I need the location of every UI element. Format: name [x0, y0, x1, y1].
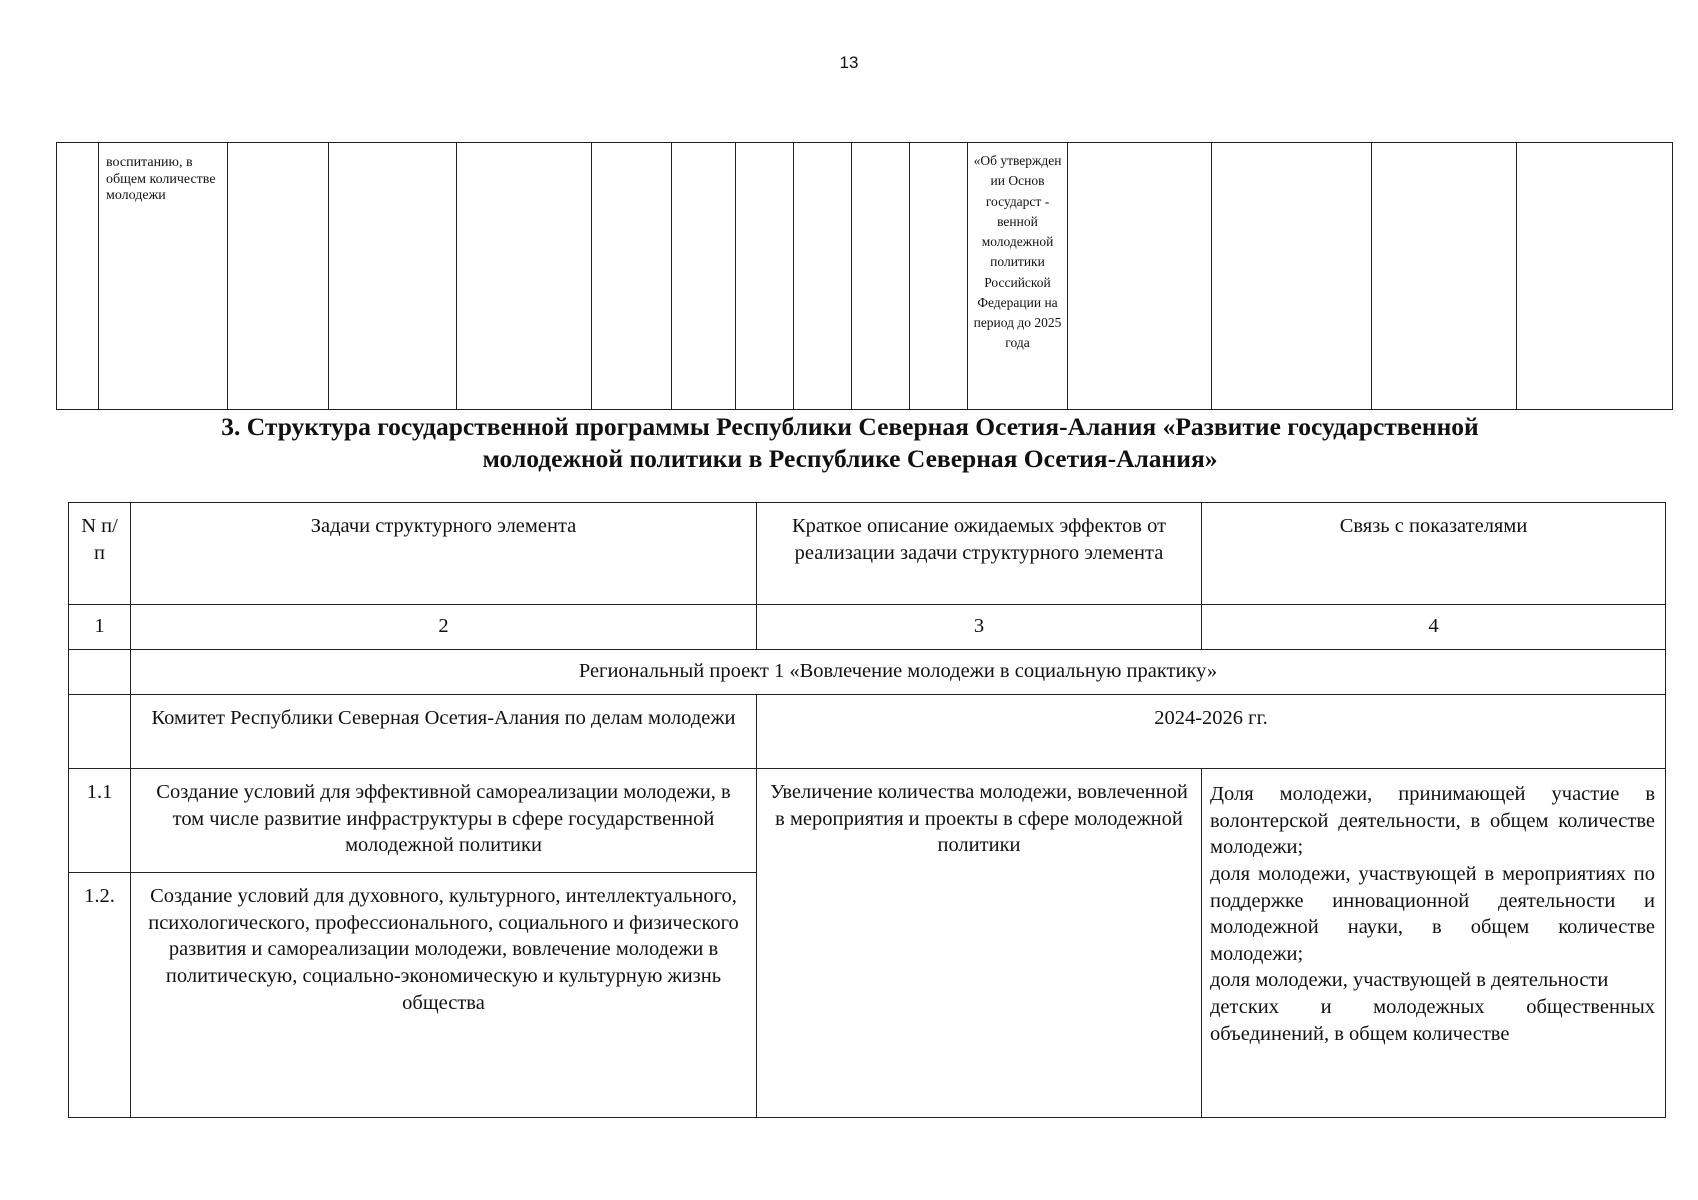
empty-cell — [736, 143, 794, 410]
header-tasks: Задачи структурного элемента — [131, 503, 757, 605]
column-number: 2 — [131, 605, 757, 650]
empty-cell — [1517, 143, 1673, 410]
empty-cell — [852, 143, 910, 410]
empty-cell — [1068, 143, 1212, 410]
project-title: Региональный проект 1 «Вовлечение молодежи в социальную практику» — [131, 650, 1666, 695]
continuation-table — [56, 142, 1673, 410]
column-number: 1 — [69, 605, 131, 650]
row-number: 1.1 — [69, 769, 131, 873]
empty-cell — [910, 143, 968, 410]
task-text: Создание условий для духовного, культурного, интеллектуального, психологического, профессионального, социального и физического развития и самореализации молодежи, вовлечение молодежи в политическую, социально-экономическую и культурную жизнь общества — [131, 873, 757, 1118]
heading-line-1: 3. Структура государственной программы Республики Северная Осетия-Алания «Развитие государственной — [221, 412, 1479, 441]
indicators-cell — [1202, 769, 1666, 1118]
page-number: 13 — [839, 53, 859, 72]
empty-cell — [457, 143, 592, 410]
empty-cell — [1212, 143, 1372, 410]
empty-cell — [228, 143, 329, 410]
empty-cell — [794, 143, 852, 410]
project-period: 2024-2026 гг. — [757, 695, 1666, 769]
empty-cell — [57, 143, 99, 410]
heading-line-2: молодежной политики в Республике Северная Осетия-Алания» — [482, 444, 1218, 473]
responsible-body: Комитет Республики Северная Осетия-Алания по делам молодежи — [131, 695, 757, 769]
row-number: 1.2. — [69, 873, 131, 1118]
indicator-text: детских и молодежных общественных объединений, в общем количестве — [1210, 996, 1655, 1045]
empty-cell — [672, 143, 736, 410]
header-effects: Краткое описание ожидаемых эффектов от реализации задачи структурного элемента — [757, 503, 1202, 605]
document-reference-cell: «Об утвержден ии Основ государст - венной молодежной политики Российской Федерации на период до 2025 года — [968, 143, 1068, 410]
empty-cell — [69, 650, 131, 695]
task-text: Создание условий для эффективной самореализации молодежи, в том числе развитие инфраструктуры в сфере государственной молодежной политики — [131, 769, 757, 873]
expected-effect: Увеличение количества молодежи, вовлеченной в мероприятия и проекты в сфере молодежной политики — [757, 769, 1202, 1118]
indicator-text: Доля молодежи, принимающей участие в волонтерской деятельности, в общем количестве молодежи; — [1210, 783, 1655, 859]
indicator-text: доля молодежи, участвующей в деятельности — [1210, 969, 1609, 992]
empty-cell — [592, 143, 672, 410]
header-indicators: Связь с показателями — [1202, 503, 1666, 605]
header-num: N п/п — [69, 503, 131, 605]
empty-cell — [69, 695, 131, 769]
column-number: 4 — [1202, 605, 1666, 650]
empty-cell — [329, 143, 457, 410]
indicator-text: доля молодежи, участвующей в мероприятиях по поддержке инновационной деятельности и молодежной науки, в общем количестве молодежи; — [1210, 862, 1655, 965]
column-number: 3 — [757, 605, 1202, 650]
empty-cell — [1372, 143, 1517, 410]
structure-table — [68, 502, 1666, 1118]
indicator-text-cell: воспитанию, в общем количестве молодежи — [99, 143, 228, 410]
section-heading — [60, 411, 1640, 475]
